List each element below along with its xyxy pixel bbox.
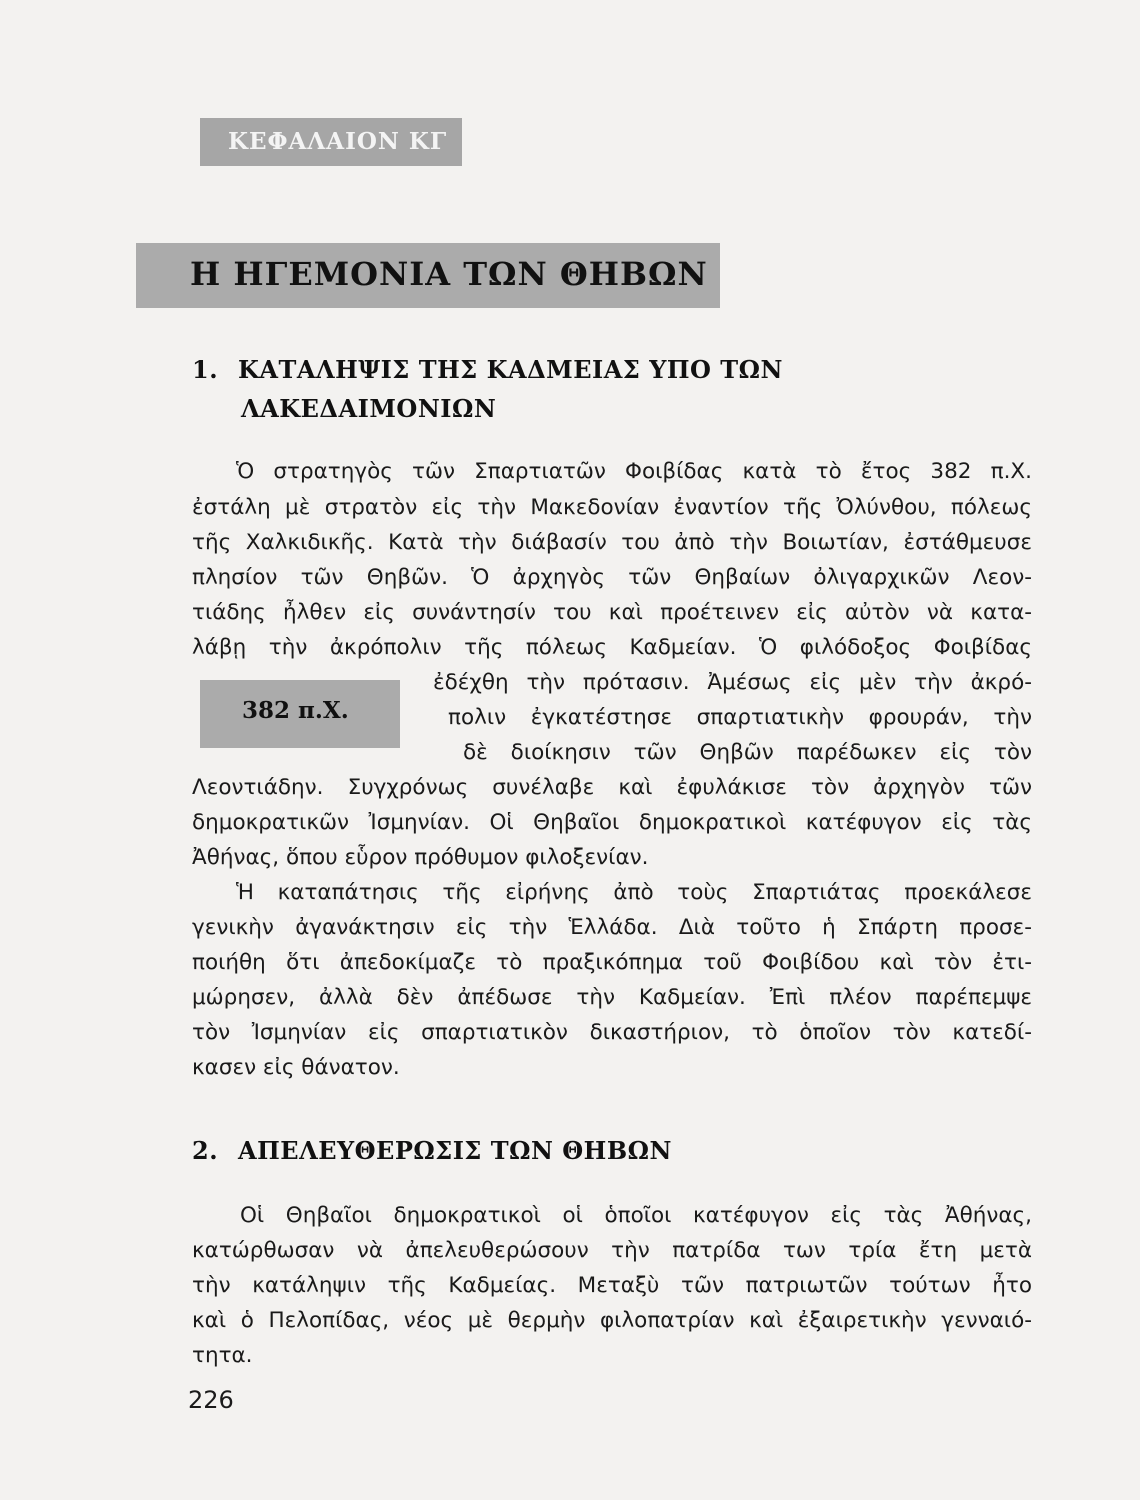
section-2-heading-text: ΑΠΕΛΕΥΘΕΡΩΣΙΣ ΤΩΝ ΘΗΒΩΝ bbox=[238, 1136, 672, 1165]
section-1-line: κασεν εἰς θάνατον. bbox=[192, 1055, 400, 1080]
section-1-heading-line-1: ΚΑΤΑΛΗΨΙΣ ΤΗΣ ΚΑΔΜΕΙΑΣ ΥΠΟ ΤΩΝ bbox=[238, 355, 783, 384]
section-2-heading bbox=[192, 1136, 672, 1165]
section-1-line: δημοκρατικῶν Ἰσμηνίαν. Οἱ Θηβαῖοι δημοκρατικοὶ κατέφυγον εἰς τὰς bbox=[192, 810, 1032, 835]
chapter-label: ΚΕΦΑΛΑΙΟΝ ΚΓ bbox=[228, 128, 448, 155]
section-2-line: τητα. bbox=[192, 1343, 253, 1368]
section-1-line: ποιήθη ὅτι ἀπεδοκίμαζε τὸ πραξικόπημα τοῦ Φοιβίδου καὶ τὸν ἐτι- bbox=[192, 950, 1032, 975]
section-1-line: πολιν ἐγκατέστησε σπαρτιατικὴν φρουράν, τὴν bbox=[448, 705, 1032, 730]
section-1-line: ἐστάλη μὲ στρατὸν εἰς τὴν Μακεδονίαν ἐναντίον τῆς Ὀλύνθου, πόλεως bbox=[192, 495, 1032, 520]
section-1-line: πλησίον τῶν Θηβῶν. Ὁ ἀρχηγὸς τῶν Θηβαίων ὀλιγαρχικῶν Λεον- bbox=[192, 565, 1032, 590]
section-1-line: τιάδης ἦλθεν εἰς συνάντησίν του καὶ προέτεινεν εἰς αὐτὸν νὰ κατα- bbox=[192, 600, 1032, 625]
section-2-line: Οἱ Θηβαῖοι δημοκρατικοὶ οἱ ὁποῖοι κατέφυγον εἰς τὰς Ἀθήνας, bbox=[240, 1203, 1032, 1228]
section-1-line: λάβῃ τὴν ἀκρόπολιν τῆς πόλεως Καδμείαν. Ὁ φιλόδοξος Φοιβίδας bbox=[192, 635, 1032, 660]
section-1-line: Ὁ στρατηγὸς τῶν Σπαρτιατῶν Φοιβίδας κατὰ τὸ ἔτος 382 π.Χ. bbox=[236, 459, 1032, 484]
section-1-line: τῆς Χαλκιδικῆς. Κατὰ τὴν διάβασίν του ἀπὸ τὴν Βοιωτίαν, ἐστάθμευσε bbox=[192, 530, 1032, 555]
section-2-number: 2. bbox=[192, 1136, 219, 1165]
section-2-line: τὴν κατάληψιν τῆς Καδμείας. Μεταξὺ τῶν πατριωτῶν τούτων ἦτο bbox=[192, 1273, 1032, 1298]
margin-note-date: 382 π.Χ. bbox=[242, 697, 349, 724]
section-1-line: ἐδέχθη τὴν πρότασιν. Ἀμέσως εἰς μὲν τὴν ἀκρό- bbox=[433, 670, 1032, 695]
section-1-line: Ἡ καταπάτησις τῆς εἰρήνης ἀπὸ τοὺς Σπαρτιάτας προεκάλεσε bbox=[236, 880, 1032, 905]
section-1-line: Ἀθήνας, ὅπου εὗρον πρόθυμον φιλοξενίαν. bbox=[192, 845, 649, 870]
section-1-line: Λεοντιάδην. Συγχρόνως συνέλαβε καὶ ἐφυλάκισε τὸν ἀρχηγὸν τῶν bbox=[192, 775, 1032, 800]
page-number: 226 bbox=[188, 1386, 234, 1414]
section-1-line: γενικὴν ἀγανάκτησιν εἰς τὴν Ἑλλάδα. Διὰ τοῦτο ἡ Σπάρτη προσε- bbox=[192, 915, 1032, 940]
section-1-number: 1. bbox=[192, 355, 219, 384]
section-1-line: τὸν Ἰσμηνίαν εἰς σπαρτιατικὸν δικαστήριον, τὸ ὁποῖον τὸν κατεδί- bbox=[192, 1020, 1032, 1045]
section-1-line: μώρησεν, ἀλλὰ δὲν ἀπέδωσε τὴν Καδμείαν. Ἐπὶ πλέον παρέπεμψε bbox=[192, 985, 1032, 1010]
section-1-line: δὲ διοίκησιν τῶν Θηβῶν παρέδωκεν εἰς τὸν bbox=[463, 740, 1032, 765]
section-2-line: καὶ ὁ Πελοπίδας, νέος μὲ θερμὴν φιλοπατρίαν καὶ ἐξαιρετικὴν γενναιό- bbox=[192, 1308, 1032, 1333]
section-2-line: κατώρθωσαν νὰ ἀπελευθερώσουν τὴν πατρίδα των τρία ἔτη μετὰ bbox=[192, 1238, 1032, 1263]
section-1-heading bbox=[192, 355, 783, 384]
page-title: Η ΗΓΕΜΟΝΙΑ ΤΩΝ ΘΗΒΩΝ bbox=[190, 255, 708, 293]
section-1-heading-line-2: ΛΑΚΕΔΑΙΜΟΝΙΩΝ bbox=[241, 394, 497, 423]
